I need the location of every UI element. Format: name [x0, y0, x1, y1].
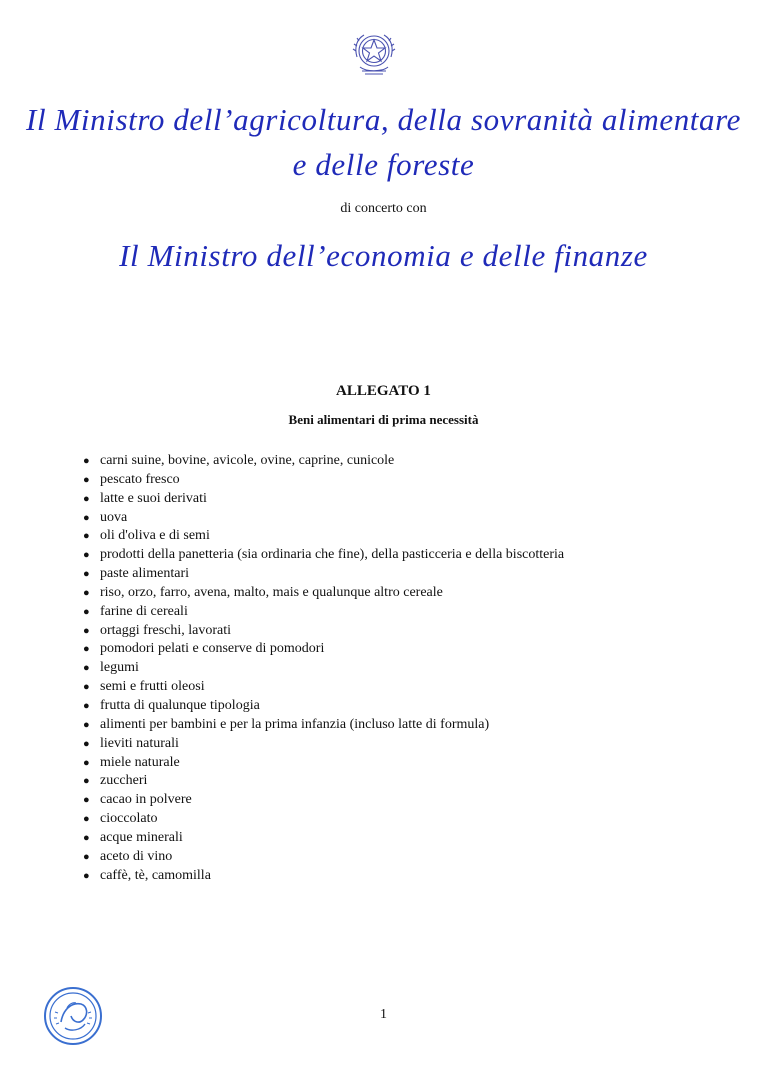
list-item-text: semi e frutti oleosi [100, 679, 205, 695]
list-item-text: aceto di vino [100, 848, 173, 864]
bullet-icon: ● [83, 756, 90, 769]
bullet-icon: ● [83, 605, 90, 618]
bullet-icon: ● [83, 549, 90, 562]
ministry-agriculture-title-cont: e delle foreste [292, 147, 475, 182]
bullet-icon: ● [83, 794, 90, 807]
list-item [82, 546, 702, 565]
list-item [82, 697, 702, 716]
list-item-text: riso, orzo, farro, avena, malto, mais e qualunque altro cereale [100, 584, 443, 600]
list-item [82, 678, 702, 697]
bullet-icon: ● [83, 530, 90, 543]
list-item-text: frutta di qualunque tipologia [100, 697, 260, 713]
list-item-text: pescato fresco [100, 471, 180, 487]
bullet-icon: ● [83, 643, 90, 656]
list-item-text: paste alimentari [100, 566, 190, 582]
bullet-icon: ● [83, 511, 90, 524]
list-item-text: cioccolato [100, 811, 158, 827]
list-item-text: oli d'oliva e di semi [100, 528, 210, 544]
list-item [82, 622, 702, 641]
list-item [82, 810, 702, 829]
bullet-icon: ● [83, 624, 90, 637]
list-item [82, 565, 702, 584]
list-item [82, 603, 702, 622]
concerto-text: di concerto con [340, 201, 427, 216]
list-item [82, 490, 702, 509]
list-item [82, 791, 702, 810]
list-item-text: prodotti della panetteria (sia ordinaria che fine), della pasticceria e della biscotteria [100, 547, 565, 563]
list-item [82, 867, 702, 886]
bullet-icon: ● [83, 813, 90, 826]
list-item-text: alimenti per bambini e per la prima infanzia (incluso latte di formula) [100, 716, 490, 732]
bullet-icon: ● [83, 869, 90, 882]
bullet-icon: ● [83, 681, 90, 694]
list-item-text: cacao in polvere [100, 792, 192, 808]
list-item-text: ortaggi freschi, lavorati [100, 622, 232, 638]
bullet-icon: ● [83, 718, 90, 731]
bullet-icon: ● [83, 586, 90, 599]
list-item-text: farine di cereali [100, 603, 188, 619]
bullet-icon: ● [83, 831, 90, 844]
goods-list [82, 452, 702, 885]
annex-subtitle: Beni alimentari di prima necessità [288, 412, 479, 427]
page-number: 1 [380, 1007, 387, 1022]
list-item [82, 829, 702, 848]
bullet-icon: ● [83, 850, 90, 863]
list-item [82, 659, 702, 678]
list-item-text: carni suine, bovine, avicole, ovine, caprine, cunicole [100, 453, 395, 468]
list-item-text: zuccheri [100, 773, 148, 789]
list-item-text: acque minerali [100, 829, 183, 845]
list-item [82, 735, 702, 754]
bullet-icon: ● [83, 455, 90, 467]
bullet-icon: ● [83, 568, 90, 581]
bullet-icon: ● [83, 699, 90, 712]
bullet-icon: ● [83, 775, 90, 788]
list-item-text: latte e suoi derivati [100, 490, 207, 506]
bullet-icon: ● [83, 737, 90, 750]
bullet-icon: ● [83, 492, 90, 505]
list-item-text: caffè, tè, camomilla [100, 867, 211, 883]
bullet-icon: ● [83, 473, 90, 486]
list-item-text: uova [100, 509, 128, 525]
list-item [82, 527, 702, 546]
ministry-agriculture-title: Il Ministro dell’agricoltura, della sovranità alimentare [26, 102, 741, 137]
list-item [82, 772, 702, 791]
annex-title: ALLEGATO 1 [336, 383, 431, 399]
list-item [82, 848, 702, 867]
list-item [82, 640, 702, 659]
list-item [82, 716, 702, 735]
bullet-icon: ● [83, 662, 90, 675]
list-item [82, 754, 702, 773]
list-item-text: lieviti naturali [100, 735, 179, 751]
list-item-text: legumi [100, 660, 139, 676]
list-item [82, 452, 702, 471]
circular-stamp-icon [43, 986, 103, 1046]
list-item-text: miele naturale [100, 754, 180, 770]
list-item [82, 471, 702, 490]
list-item-text: pomodori pelati e conserve di pomodori [100, 641, 325, 657]
ministry-economy-title: Il Ministro dell’economia e delle finanze [119, 238, 648, 273]
italian-republic-emblem-icon [348, 27, 400, 81]
list-item [82, 584, 702, 603]
list-item [82, 509, 702, 528]
